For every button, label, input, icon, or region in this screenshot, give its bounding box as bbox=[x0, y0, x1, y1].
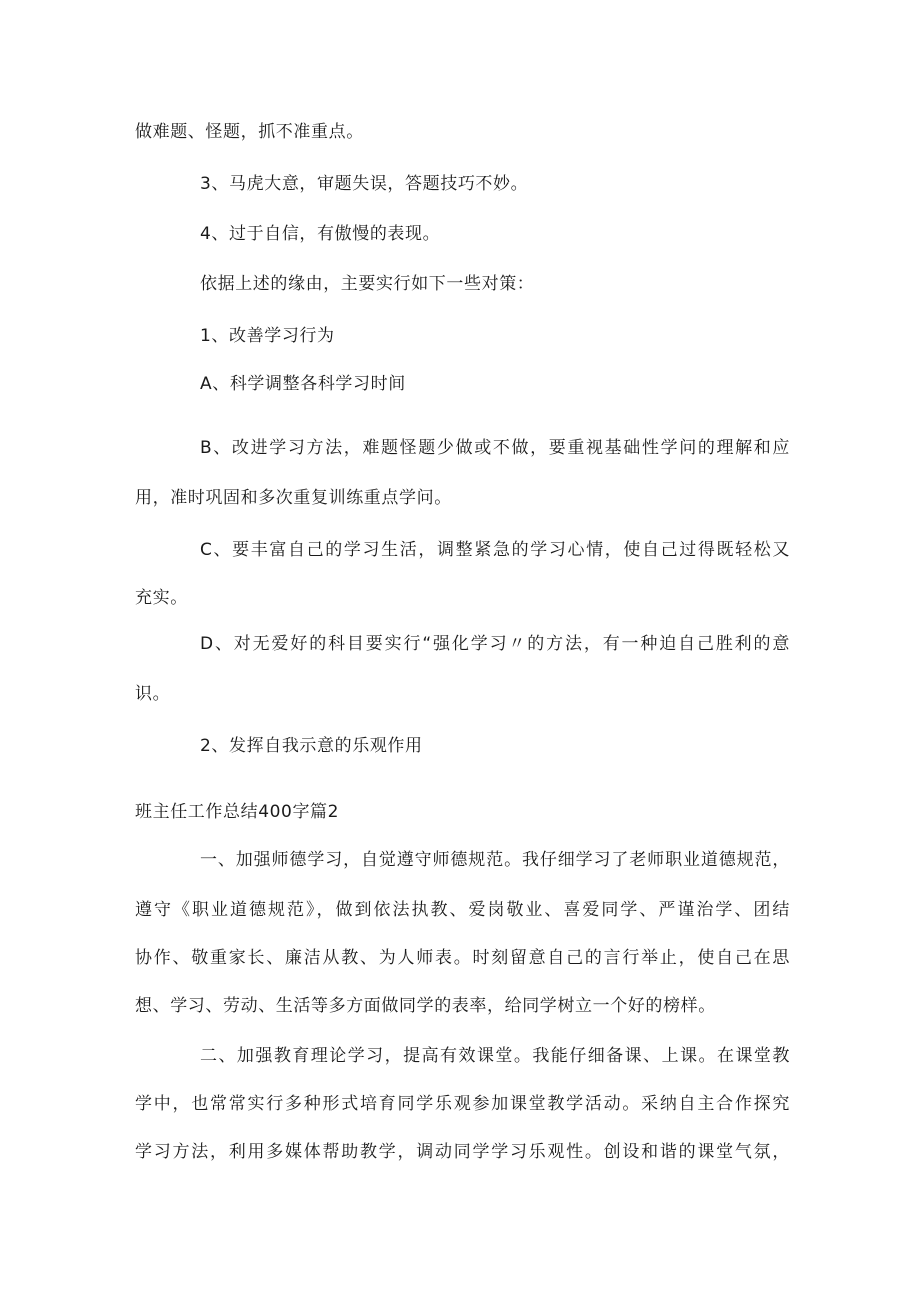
list-item: B、改进学习方法，难题怪题少做或不做，要重视基础性学问的理解和应 bbox=[200, 438, 790, 458]
text-line: 学中，也常常实行多种形式培育同学乐观参加课堂教学活动。采纳自主合作探究 bbox=[135, 1094, 790, 1114]
text-line: 做难题、怪题，抓不准重点。 bbox=[135, 122, 364, 142]
text-line: 3、马虎大意，审题失误，答题技巧不妙。 bbox=[200, 174, 529, 194]
text-line: 充实。 bbox=[135, 588, 188, 608]
text-line: 遵守《职业道德规范》，做到依法执教、爱岗敬业、喜爱同学、严谨治学、团结 bbox=[135, 900, 790, 920]
list-item: D、对无爱好的科目要实行“强化学习〃的方法，有一种迫自己胜利的意 bbox=[200, 634, 790, 654]
text-line: 用，准时巩固和多次重复训练重点学问。 bbox=[135, 488, 452, 508]
text-line: 想、学习、劳动、生活等多方面做同学的表率，给同学树立一个好的榜样。 bbox=[135, 996, 716, 1016]
list-item: 1、改善学习行为 bbox=[200, 326, 335, 346]
text-line: 依据上述的缘由，主要实行如下一些对策： bbox=[200, 274, 535, 294]
list-item: C、要丰富自己的学习生活，调整紧急的学习心情，使自己过得既轻松又 bbox=[200, 540, 790, 560]
section-heading: 班主任工作总结400字篇2 bbox=[135, 802, 340, 822]
text-line: 学习方法，利用多媒体帮助教学，调动同学学习乐观性。创设和谐的课堂气氛， bbox=[135, 1142, 790, 1162]
text-line: 协作、敬重家长、廉洁从教、为人师表。时刻留意自己的言行举止，使自己在思 bbox=[135, 948, 790, 968]
text-line: 4、过于自信，有傲慢的表现。 bbox=[200, 224, 441, 244]
list-item: 2、发挥自我示意的乐观作用 bbox=[200, 736, 423, 756]
text-line: 识。 bbox=[135, 684, 171, 704]
list-item: A、科学调整各科学习时间 bbox=[200, 374, 406, 394]
text-line: 一、加强师德学习，自觉遵守师德规范。我仔细学习了老师职业道德规范， bbox=[200, 850, 790, 870]
text-line: 二、加强教育理论学习，提高有效课堂。我能仔细备课、上课。在课堂教 bbox=[200, 1046, 790, 1066]
